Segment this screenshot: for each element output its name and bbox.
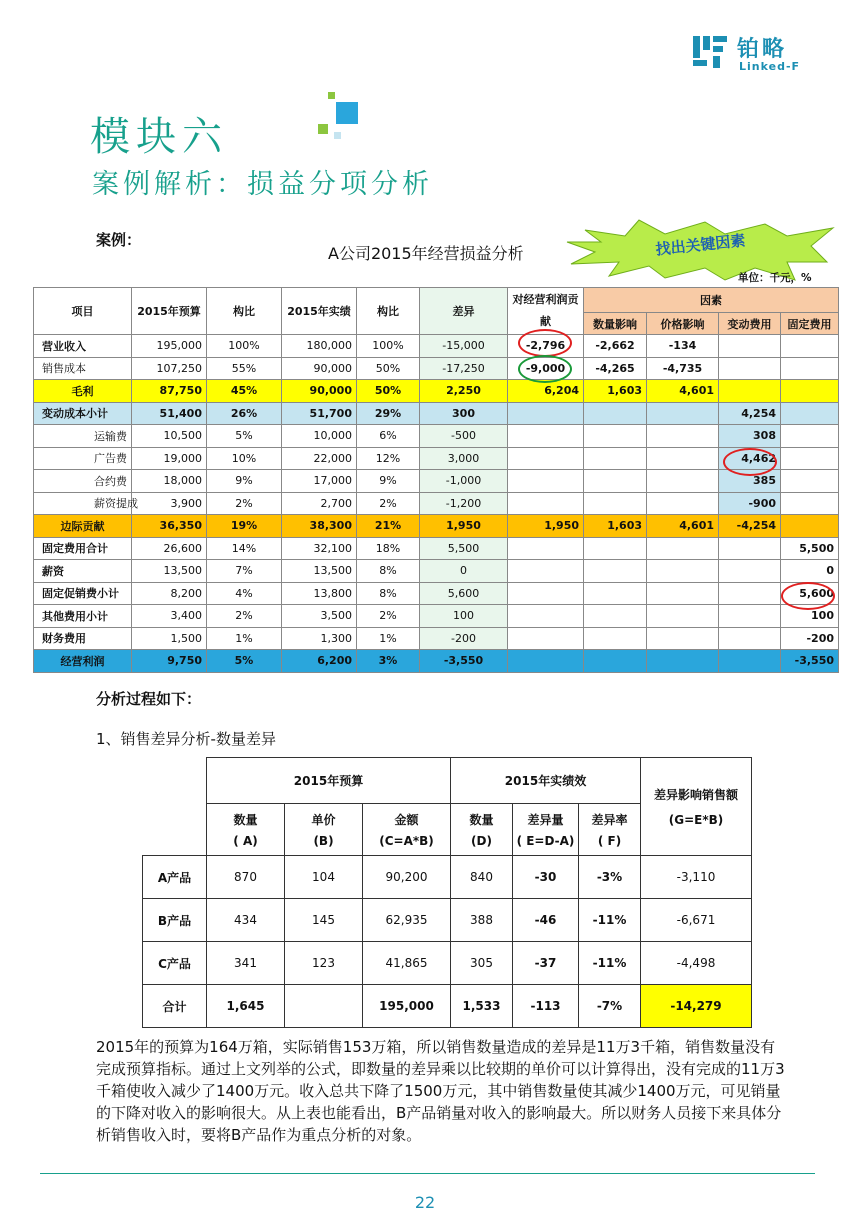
table-row [34,537,839,560]
sub-header [451,804,513,856]
row-label: 运输费 [34,425,132,448]
row-label: B产品 [143,899,207,942]
table-row [34,627,839,650]
table-row [34,402,839,425]
row-label: 合计 [143,985,207,1028]
table-cell [647,605,719,628]
table-cell: 1,950 [508,515,584,538]
table-cell: 6,200 [282,650,357,673]
table-cell: 4,462 [719,447,781,470]
table-cell: -9,000 [508,357,584,380]
sub-header-code: (B) [313,834,334,848]
sub-header-name: 金额 [394,813,419,827]
table-cell: 3% [357,650,420,673]
table-cell [781,380,839,403]
table-cell: -200 [420,627,508,650]
table-cell [647,537,719,560]
table-cell: -4,735 [647,357,719,380]
table-cell: -4,265 [584,357,647,380]
row-label: C产品 [143,942,207,985]
table-cell: 100% [357,335,420,358]
table-cell [781,492,839,515]
table-cell: 18,000 [132,470,207,493]
table-cell: -4,254 [719,515,781,538]
table-cell: 5,500 [781,537,839,560]
row-label: 薪资提成 [34,492,132,515]
decorative-squares [318,92,366,148]
table-cell [508,605,584,628]
table-cell: 13,800 [282,582,357,605]
table-cell: -4,498 [641,942,752,985]
table-cell: 2,700 [282,492,357,515]
table-row [34,492,839,515]
table-cell [719,650,781,673]
table-cell [584,582,647,605]
quantity-variance-table [142,757,752,1028]
row-label: 变动成本小计 [34,402,132,425]
table-row [143,985,752,1028]
table-cell [508,627,584,650]
table-cell: 305 [451,942,513,985]
table-cell [719,335,781,358]
col-header-factors: 因素 [584,288,839,313]
col-header-ratio: 构比 [207,288,282,335]
row-label: 财务费用 [34,627,132,650]
row-label: 固定促销费小计 [34,582,132,605]
table-cell: -30 [513,856,579,899]
table-cell [508,402,584,425]
table-cell: 8% [357,582,420,605]
table-cell: 62,935 [363,899,451,942]
table-cell: -1,200 [420,492,508,515]
table-cell: 6% [357,425,420,448]
row-label: 薪资 [34,560,132,583]
table-cell: 341 [207,942,285,985]
table-cell: 5,500 [420,537,508,560]
table-cell: 9% [207,470,282,493]
col-header-fixed-cost: 固定费用 [781,313,839,335]
col-header-contribution: 对经营利润贡献 [508,288,584,335]
table-cell [719,380,781,403]
table-cell [719,537,781,560]
table-cell: 13,500 [132,560,207,583]
table-cell: 1% [357,627,420,650]
table-cell: 434 [207,899,285,942]
table-cell: 50% [357,380,420,403]
sub-header-code: ( E=D-A) [516,834,575,848]
sub-header-code: ( A) [233,834,258,848]
col-header-impact [641,758,752,856]
table-cell: 87,750 [132,380,207,403]
section-heading: 1、销售差异分析-数量差异 [96,730,276,748]
table-cell [508,492,584,515]
table-cell [508,650,584,673]
highlight-circle [518,329,572,357]
callout-text: 找出关键因素 [654,231,747,259]
table-cell [719,560,781,583]
table-cell: 308 [719,425,781,448]
table-cell: 13,500 [282,560,357,583]
sub-header-name: 数量 [233,813,258,827]
table-cell: 32,100 [282,537,357,560]
table-cell: 50% [357,357,420,380]
table-row [34,335,839,358]
table-row [34,560,839,583]
table-cell: -14,279 [641,985,752,1028]
table-cell: 45% [207,380,282,403]
table-cell: -3,550 [781,650,839,673]
case-label: 案例： [96,231,142,249]
table-cell: 195,000 [132,335,207,358]
group-header-budget: 2015年预算 [207,758,451,804]
table-cell [647,492,719,515]
table-cell: 300 [420,402,508,425]
brand-name-en: Linked-F [739,60,801,73]
col-header-variable-cost: 变动费用 [719,313,781,335]
table-cell: -15,000 [420,335,508,358]
table-cell [508,582,584,605]
table-cell: 10% [207,447,282,470]
table-cell: 90,000 [282,357,357,380]
table-row [34,515,839,538]
table-cell: 1,645 [207,985,285,1028]
table-cell: 29% [357,402,420,425]
table-cell [781,402,839,425]
table-cell: 14% [207,537,282,560]
table-cell [647,402,719,425]
table-cell [584,605,647,628]
col-header-variance: 差异 [420,288,508,335]
row-label: 边际贡献 [34,515,132,538]
table-cell: 5% [207,425,282,448]
page-number: 22 [414,1193,436,1212]
table-row [34,582,839,605]
table-cell: 5,600 [420,582,508,605]
table-cell: -134 [647,335,719,358]
analysis-paragraph: 2015年的预算为164万箱，实际销售153万箱，所以销售数量造成的差异是11万3千箱，销售数量没有完成预算指标。通过上文列举的公式，即数量的差异乘以比较期的单价可以计算得出，没有完成的11万3千箱使收入减少了1400万元。收入总共下降了1500万元，其中销售数量使其减少1400万元，可见销量的下降对收入的影响很大。从上表也能看出，B产品销量对收入的影响最大。所以财务人员接下来具体分析销售收入时，要将B产品作为重点分析的对象。 [96,1038,785,1144]
table-cell: 41,865 [363,942,451,985]
table-cell: 107,250 [132,357,207,380]
table-cell: -200 [781,627,839,650]
table-cell: 38,300 [282,515,357,538]
table-row [34,650,839,673]
table-cell: 104 [285,856,363,899]
table-cell: 6,204 [508,380,584,403]
impact-formula: (G=E*B) [668,813,724,827]
table-cell: -3% [579,856,641,899]
table-cell [781,357,839,380]
table-cell: -37 [513,942,579,985]
table-cell: 2% [207,605,282,628]
table-cell: -17,250 [420,357,508,380]
table-cell [584,560,647,583]
table-cell: -46 [513,899,579,942]
table-cell [285,985,363,1028]
table-cell: 18% [357,537,420,560]
table-cell: 26,600 [132,537,207,560]
table-cell [647,470,719,493]
profit-loss-table [33,287,839,673]
col-header-price-impact: 价格影响 [647,313,719,335]
table-cell [584,402,647,425]
table-row [34,470,839,493]
sub-header [513,804,579,856]
table-row [34,447,839,470]
table-cell: 4,254 [719,402,781,425]
table-cell [508,470,584,493]
table-cell: 2% [357,492,420,515]
table-cell: -11% [579,899,641,942]
table-cell: 10,000 [282,425,357,448]
table-cell: 51,700 [282,402,357,425]
sub-header [207,804,285,856]
impact-label: 差异影响销售额 [653,788,738,802]
table-cell: 2% [357,605,420,628]
table-cell: 870 [207,856,285,899]
table-cell [781,425,839,448]
col-header-item: 项目 [34,288,132,335]
table-cell: 19,000 [132,447,207,470]
table-row [143,899,752,942]
col-header-qty-impact: 数量影响 [584,313,647,335]
table-cell: 195,000 [363,985,451,1028]
table-cell: 9% [357,470,420,493]
table-cell: 3,000 [420,447,508,470]
row-label: A产品 [143,856,207,899]
table-cell [647,447,719,470]
table-cell: 8,200 [132,582,207,605]
table-cell: 5% [207,650,282,673]
table-cell: -3,550 [420,650,508,673]
table-cell: 0 [420,560,508,583]
table-cell: 4,601 [647,515,719,538]
table-cell [584,470,647,493]
table-cell [584,537,647,560]
table-cell [781,335,839,358]
table-cell [781,515,839,538]
table-cell: 51,400 [132,402,207,425]
table-row [34,605,839,628]
table-cell [584,627,647,650]
table-cell [508,425,584,448]
table-cell: 5,600 [781,582,839,605]
table-cell: 0 [781,560,839,583]
table-cell [719,605,781,628]
sub-header [579,804,641,856]
table-cell: 100 [781,605,839,628]
table-cell [584,650,647,673]
col-header-ratio: 构比 [357,288,420,335]
table-cell: -2,796 [508,335,584,358]
footer-divider [40,1173,815,1174]
row-label: 销售成本 [34,357,132,380]
table-cell: 840 [451,856,513,899]
table-cell: 7% [207,560,282,583]
table-cell: 17,000 [282,470,357,493]
table-row [143,942,752,985]
table-cell: 55% [207,357,282,380]
table-cell: -6,671 [641,899,752,942]
table-cell [584,447,647,470]
brand-name-cn: 铂略 [737,37,788,62]
table-cell: 2% [207,492,282,515]
subtitle: 案例解析：损益分项分析 [92,169,433,200]
table-cell: 1% [207,627,282,650]
row-label: 固定费用合计 [34,537,132,560]
sub-header [285,804,363,856]
table-row [34,380,839,403]
table-cell: 123 [285,942,363,985]
row-label: 其他费用小计 [34,605,132,628]
row-label: 营业收入 [34,335,132,358]
sub-header-code: (D) [471,834,492,848]
unit-label: 单位：千元，% [738,272,812,284]
sub-header-name: 差异量 [527,813,564,827]
table-row [143,856,752,899]
table-cell: 1,603 [584,380,647,403]
col-header-actual: 2015年实绩 [282,288,357,335]
profit-loss-table-body [34,335,839,673]
table-cell [781,447,839,470]
table-cell [719,582,781,605]
case-title: A公司2015年经营损益分析 [328,244,524,263]
table-cell: 1,500 [132,627,207,650]
table-cell: -7% [579,985,641,1028]
sub-header-name: 数量 [469,813,494,827]
module-title: 模块六 [90,114,228,160]
table-cell [647,425,719,448]
table-cell: 90,200 [363,856,451,899]
table-cell: 19% [207,515,282,538]
sub-header-code: (C=A*B) [379,834,434,848]
table-cell [647,627,719,650]
table-cell: -1,000 [420,470,508,493]
table-row [34,357,839,380]
table-cell: -3,110 [641,856,752,899]
sub-header-name: 单价 [311,813,336,827]
table-cell: 1,603 [584,515,647,538]
brand-logo [693,30,813,78]
table-cell: 100 [420,605,508,628]
table-cell: -113 [513,985,579,1028]
table-cell: -500 [420,425,508,448]
table-cell [584,425,647,448]
table-cell [508,560,584,583]
table-cell: 26% [207,402,282,425]
row-label: 经营利润 [34,650,132,673]
table-cell [508,447,584,470]
table-cell: 3,500 [282,605,357,628]
table-cell: -11% [579,942,641,985]
sub-header-name: 差异率 [591,813,628,827]
table-cell [647,560,719,583]
table-cell: -2,662 [584,335,647,358]
corner-cell [143,758,207,856]
table-row [34,425,839,448]
table-cell: 10,500 [132,425,207,448]
table-cell: 1,300 [282,627,357,650]
table-cell [508,537,584,560]
table-cell [647,650,719,673]
table-cell: 180,000 [282,335,357,358]
table-cell [719,627,781,650]
table-cell: 1,533 [451,985,513,1028]
table-cell: -900 [719,492,781,515]
table-cell: 8% [357,560,420,583]
table-cell: 3,900 [132,492,207,515]
table-cell: 12% [357,447,420,470]
table-cell: 2,250 [420,380,508,403]
row-label: 广告费 [34,447,132,470]
analysis-title: 分析过程如下： [96,690,202,708]
sub-header [363,804,451,856]
table-cell: 385 [719,470,781,493]
row-label: 毛利 [34,380,132,403]
row-label: 合约费 [34,470,132,493]
table-cell: 100% [207,335,282,358]
table-cell: 4% [207,582,282,605]
table-cell [647,582,719,605]
table-cell: 36,350 [132,515,207,538]
table-cell: 21% [357,515,420,538]
table-cell: 388 [451,899,513,942]
col-header-budget: 2015年预算 [132,288,207,335]
highlight-circle-green [518,355,572,383]
quantity-variance-body [143,856,752,1028]
table-cell: 3,400 [132,605,207,628]
highlight-circle [781,582,835,610]
table-cell [584,492,647,515]
table-cell [719,357,781,380]
table-cell: 90,000 [282,380,357,403]
table-cell: 1,950 [420,515,508,538]
table-cell: 22,000 [282,447,357,470]
table-cell [781,470,839,493]
sub-header-code: ( F) [597,834,622,848]
highlight-circle [723,448,777,476]
table-cell: 9,750 [132,650,207,673]
table-cell: 4,601 [647,380,719,403]
table-cell: 145 [285,899,363,942]
group-header-actual: 2015年实绩效 [451,758,641,804]
brand-mark-icon [693,34,729,70]
